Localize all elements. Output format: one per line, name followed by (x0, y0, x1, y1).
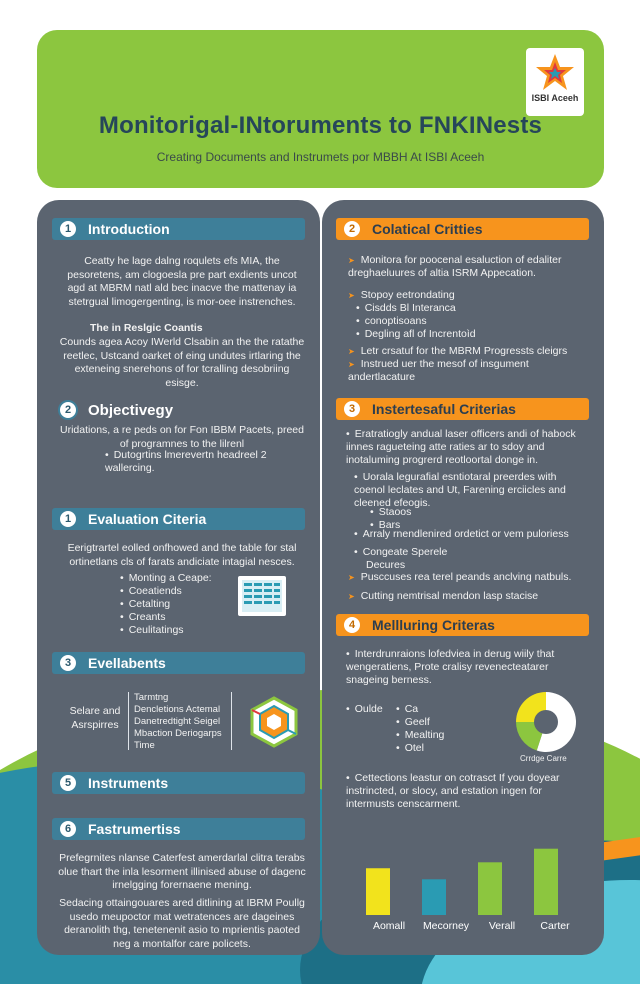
section-title: Objectivegy (88, 401, 174, 419)
section-number-badge: 5 (58, 773, 78, 793)
list-item: ➤ Stopoy eetrondating (348, 289, 588, 302)
section-title: Mellluring Criteras (372, 617, 495, 633)
section-colatical-header (336, 218, 589, 240)
list-item: • Creants (120, 611, 230, 624)
list-item: Danetredtight Seigel (134, 716, 221, 727)
donut-chart (514, 690, 578, 754)
section-introduction-header (52, 218, 305, 240)
list-item: • Cetalting (120, 598, 230, 611)
colatical-lead (348, 254, 588, 280)
list-item: • Otel (396, 742, 476, 755)
section-title: Evellabents (88, 655, 166, 671)
bar-label: Carter (540, 920, 570, 932)
introduction-subheading: The in Reslgic Coantis (90, 322, 203, 334)
evaluation-bullets (120, 572, 230, 637)
section-number-badge: 6 (58, 819, 78, 839)
section-fastrumertiss-header (52, 818, 305, 840)
instertesaful-bullet-1 (346, 428, 586, 467)
section-number-badge: 4 (342, 615, 362, 635)
list-item: • Coeatiends (120, 585, 230, 598)
section-number-badge: 1 (58, 219, 78, 239)
fastrumertiss-body-2: Sedacing ottaingouares ared ditlining at IBRM Poullg usedo meupoctor mat wetratences are dageines deranolith thg, tenetenenit asio to mprientis paoted neg a montalfor care policets. (59, 897, 305, 950)
section-title: Evaluation Citeria (88, 511, 207, 527)
section-instertesaful-header (336, 398, 589, 420)
mellluring-bullet-1 (346, 648, 586, 687)
cube-network-icon (248, 696, 300, 753)
mellluring-bullet-2 (346, 772, 586, 811)
instertesaful-decures: Decures (366, 559, 406, 571)
list-item: • Degling afl of Increntoìd (356, 328, 586, 341)
list-item: • Cisdds Bl Interanca (356, 302, 586, 315)
list-item: ➤ Monitora for poocenal esaluction of edaliter dreghaeluures of altia ISRM Appecation. (348, 254, 588, 280)
fastrumertiss-body-1: Prefegrnites nlanse Caterfest amerdarlal clitra terabs olue thart the inla lesorment illinised abuse of dagenc irnelgging forernaene mening. (58, 852, 306, 891)
introduction-subbody: Counds agea Acoy IWerld Clsabin an the the ratathe reetlec, Ustcand oarket of eing undutes irtlaring the exteneing snerehons of for tcralling desobriing esisge. (59, 336, 305, 389)
bar-carter (534, 849, 558, 915)
bar-verall (478, 862, 502, 915)
star-logo-icon (535, 52, 575, 92)
list-item: Dencletions Actemal (134, 704, 221, 715)
list-item: ➤ Cutting nemtrisal mendon lasp stacise (348, 590, 588, 603)
section-evaluation-header (52, 508, 305, 530)
section-objectivegy-header (52, 399, 305, 421)
section-number-badge: 1 (58, 509, 78, 529)
instertesaful-arrows (348, 571, 588, 584)
evaluation-body: Eerigtrartel eolled onfhowed and the table for stal ortinetlans cls of farats andiciate intagial nesces. (67, 542, 297, 568)
list-item: ➤ Pusccuses rea terel peands anclving natbuls. (348, 571, 588, 584)
list-item: ➤ Instrued uer the mesof of insgument andertlacature (348, 358, 588, 384)
list-item: Tarmtng (134, 692, 169, 703)
section-number-badge: 2 (342, 219, 362, 239)
section-number-badge: 3 (342, 399, 362, 419)
instertesaful-arrows-2 (348, 590, 588, 603)
section-evellabents-header (52, 652, 305, 674)
instertesaful-bullet-4 (354, 546, 586, 559)
list-item: • Oulde (346, 703, 406, 716)
section-title: Fastrumertiss (88, 821, 181, 837)
section-title: Introduction (88, 221, 170, 237)
list-item: • Dutogrtins lmerevertn headreel 2 wallercing. (105, 449, 305, 475)
list-item: • conoptisoans (356, 315, 586, 328)
instertesaful-bullet-3 (354, 528, 586, 541)
list-item: • Bars (370, 519, 490, 532)
section-title: Colatical Critties (372, 221, 483, 237)
list-item: Time (134, 740, 155, 751)
section-instruments-header (52, 772, 305, 794)
section-mellluring-header (336, 614, 589, 636)
page-subtitle: Creating Documents and Instrumets por MBBH At ISBI Aceeh (156, 150, 485, 164)
evellabents-list (134, 692, 234, 752)
list-item: • Ca (396, 703, 476, 716)
donut-hole (534, 710, 558, 734)
section-number-badge: 3 (58, 653, 78, 673)
objectivegy-body: Uridations, a re peds on for Fon IBBM Pacets, preed of programnes to the lilrenl (60, 424, 304, 450)
colatical-bullets (356, 302, 586, 341)
bar-label: Aomall (372, 920, 406, 932)
bar-label: Verall (488, 920, 516, 932)
list-item: • Interdrunraions lofedviea in derug wiily that wengeratiens, Prote cralisy revenecteatarer snageing berness. (346, 648, 586, 687)
introduction-body: Ceatty he lage dalng roqulets efs MIA, the pesoretens, am clogoesla pre part exdients uncot agd at MBRM natl ald bec inacve the mattenay ia stetrgual limogergenting, is mor-oee instrenches. (67, 255, 297, 308)
list-item: • Ceulitatings (120, 624, 230, 637)
list-item: ➤ Letr crsatuf for the MBRM Progressts cleigrs (348, 345, 588, 358)
spreadsheet-icon (238, 576, 286, 621)
section-number-badge: 2 (58, 400, 78, 420)
evellabents-label: Selare and Asrspirres (69, 705, 121, 731)
list-item: • Uorala legurafial esntiotaral preerdes with coenol leclates and Ut, Farening erciicles and cleened efeogis. (354, 471, 586, 510)
list-item: • Arraly rnendlenired ordetict or vem puloriess (354, 528, 586, 541)
section-title: Instruments (88, 775, 169, 791)
list-item: • Cettections leastur on cotrasct If you doyear instrincted, or slocy, and estation ingen for intermusts censcarment. (346, 772, 586, 811)
logo-text: ISBI Aceeh (531, 93, 579, 103)
list-item: • Monting a Ceape: (120, 572, 230, 585)
logo (526, 48, 584, 116)
objectivegy-bullets (105, 449, 305, 475)
section-title: Instertesaful Criterias (372, 401, 516, 417)
bar-aomall (366, 868, 390, 915)
colatical-arrow-2 (348, 345, 588, 384)
list-item: • Mealting (396, 729, 476, 742)
list-item: • Congeate Sperele (354, 546, 586, 559)
bar-mecorney (422, 879, 446, 915)
list-item: • Staoos (370, 506, 490, 519)
donut-chart-caption: Crrdge Carre (520, 754, 567, 763)
instertesaful-bullet-2 (354, 471, 586, 510)
bar-label: Mecorney (422, 920, 470, 932)
list-item: Mbaction Deriogarps (134, 728, 222, 739)
colatical-arrow-1 (348, 289, 588, 302)
header-banner (37, 30, 604, 188)
page-title: Monitorigal-INtoruments to FNKINests (98, 112, 543, 139)
mellluring-items (396, 703, 476, 755)
list-item: • Geelf (396, 716, 476, 729)
list-item: • Eratratiogly andual laser officers andi of habock iinnes ragueteing atte raties ar to sdoy and inotaluming progrerd reotloortal donge in. (346, 428, 586, 467)
